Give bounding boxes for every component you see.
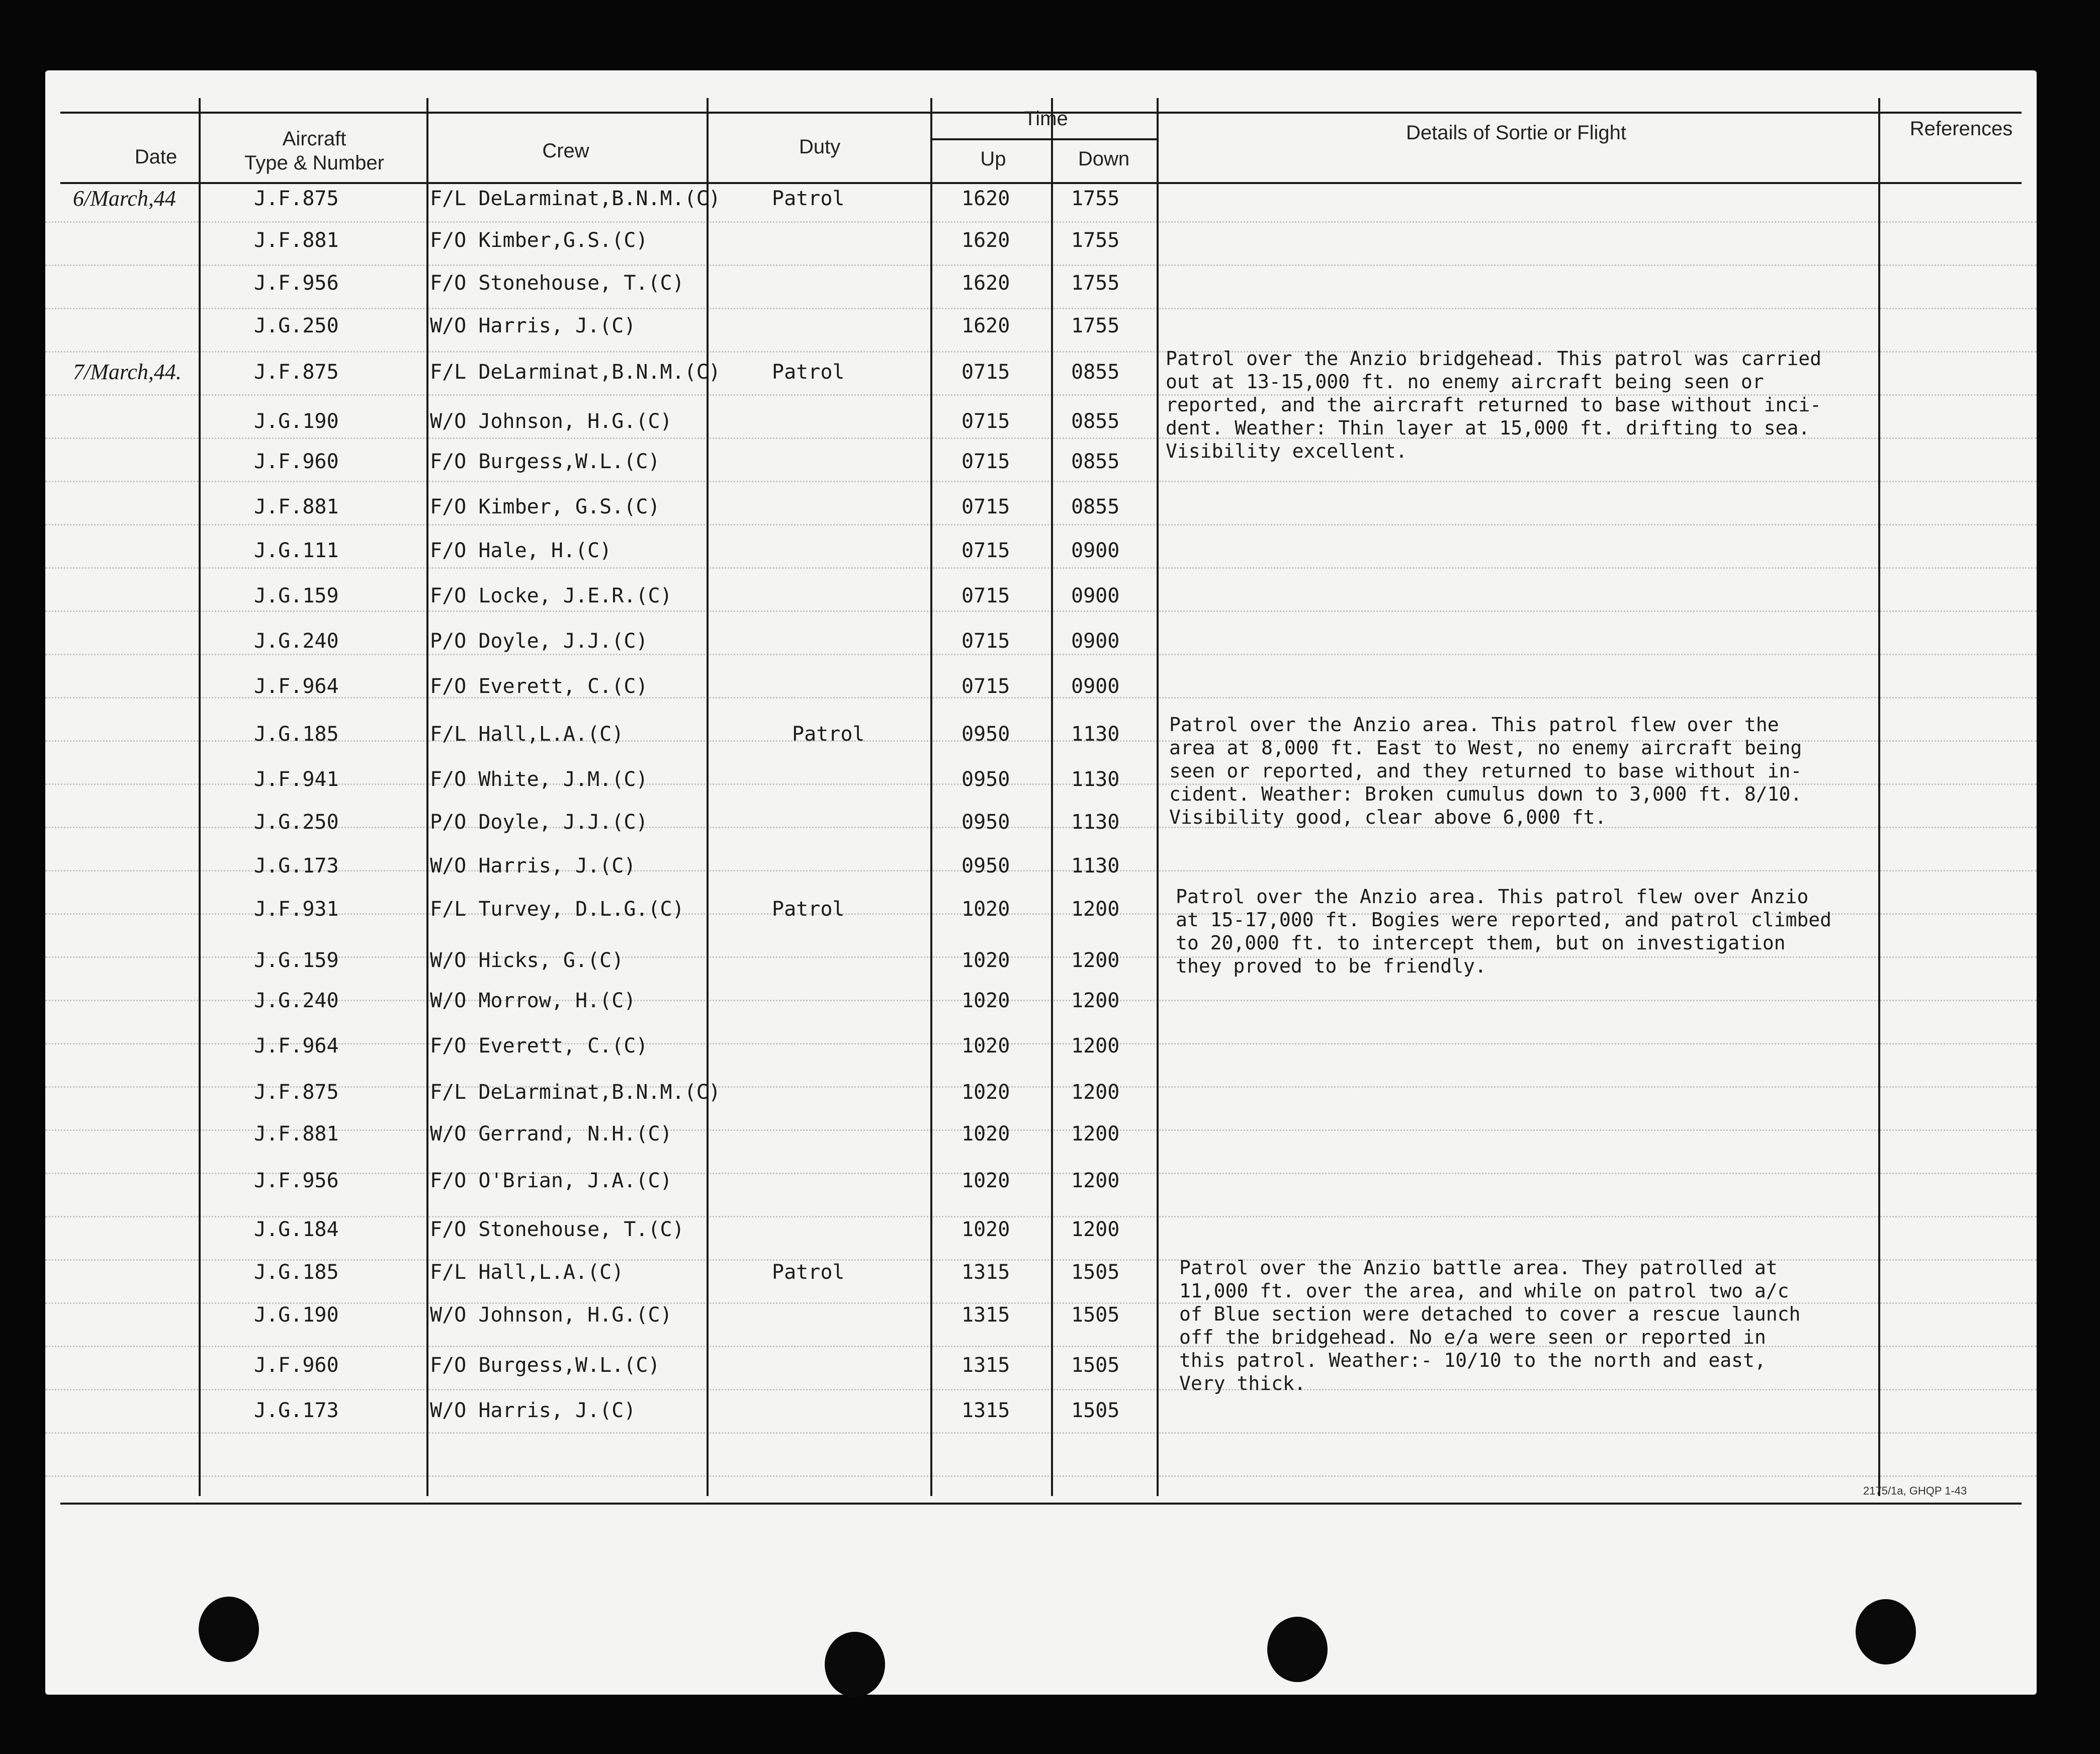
header-crew: Crew (542, 140, 589, 162)
aircraft-cell: J.G.250 (254, 314, 339, 337)
crew-cell: F/O Hale, H.(C) (430, 539, 612, 562)
ruled-line (45, 1216, 2037, 1217)
down-time-cell: 1200 (1071, 989, 1120, 1012)
details-entry-2: Patrol over the Anzio area. This patrol flew over the area at 8,000 ft. East to West, no enemy aircraft being seen or reported, and they returned to base without in- cident. Weather: Broken cumulus down to 3,000 ft. 8/10. Visibility good, clear above 6,000 ft. (1169, 714, 1802, 828)
crew-cell: F/O Locke, J.E.R.(C) (430, 584, 672, 607)
crew-cell: F/L Turvey, D.L.G.(C) (430, 898, 684, 921)
up-time-cell: 0715 (961, 495, 1010, 518)
crew-cell: W/O Gerrand, N.H.(C) (430, 1122, 672, 1146)
aircraft-cell: J.F.881 (254, 495, 339, 518)
crew-cell: F/L DeLarminat,B.N.M.(C) (430, 361, 721, 384)
header-details: Details of Sortie or Flight (1406, 122, 1626, 144)
crew-cell: F/L Hall,L.A.(C) (430, 723, 624, 746)
ruled-line (45, 265, 2037, 266)
up-time-cell: 1020 (961, 949, 1010, 972)
duty-col-rule (930, 98, 932, 1496)
up-time-cell: 0950 (961, 768, 1010, 791)
up-time-cell: 0950 (961, 811, 1010, 834)
up-time-cell: 0715 (961, 450, 1010, 473)
down-time-cell: 0855 (1071, 495, 1120, 518)
crew-col-rule (707, 98, 709, 1496)
crew-cell: F/O Burgess,W.L.(C) (430, 1354, 660, 1377)
ruled-line (45, 870, 2037, 871)
header-aircraft-line2: Type & Number (244, 152, 384, 174)
up-time-cell: 0950 (961, 723, 1010, 746)
crew-cell: F/O O'Brian, J.A.(C) (430, 1169, 672, 1192)
crew-cell: W/O Johnson, H.G.(C) (430, 1303, 672, 1327)
details-entry-3: Patrol over the Anzio area. This patrol flew over Anzio at 15-17,000 ft. Bogies were reported, and patrol climbed to 20,000 ft. to intercept them, but on investigation they proved to be friendly. (1176, 886, 1832, 977)
header-date: Date (134, 146, 178, 168)
up-time-cell: 0715 (961, 361, 1010, 384)
ruled-line (45, 221, 2037, 223)
aircraft-cell: J.F.956 (254, 272, 339, 295)
down-time-cell: 0855 (1071, 450, 1120, 473)
aircraft-cell: J.G.159 (254, 584, 339, 607)
aircraft-cell: J.F.881 (254, 1122, 339, 1146)
crew-cell: F/L Hall,L.A.(C) (430, 1261, 624, 1284)
up-time-cell: 0715 (961, 584, 1010, 607)
header-bottom-rule (60, 182, 2022, 184)
crew-cell: F/O Stonehouse, T.(C) (430, 272, 684, 295)
crew-cell: P/O Doyle, J.J.(C) (430, 811, 648, 834)
aircraft-cell: J.F.964 (254, 1034, 339, 1058)
ruled-line (45, 1173, 2037, 1174)
header-duty: Duty (799, 136, 841, 158)
ruled-line (45, 610, 2037, 612)
up-time-cell: 1315 (961, 1303, 1010, 1327)
up-time-cell: 1620 (961, 314, 1010, 337)
aircraft-cell: J.F.931 (254, 898, 339, 921)
punch-hole (1267, 1617, 1328, 1682)
up-time-cell: 1315 (961, 1354, 1010, 1377)
up-time-cell: 0715 (961, 539, 1010, 562)
down-time-cell: 1755 (1071, 314, 1120, 337)
down-time-cell: 1200 (1071, 949, 1120, 972)
down-time-cell: 0900 (1071, 675, 1120, 698)
up-time-cell: 0715 (961, 675, 1010, 698)
down-time-cell: 1200 (1071, 1034, 1120, 1058)
duty-cell: Patrol (772, 361, 845, 384)
duty-cell: Patrol (772, 898, 845, 921)
ruled-line (45, 1086, 2037, 1088)
down-time-cell: 0900 (1071, 539, 1120, 562)
aircraft-cell: J.F.956 (254, 1169, 339, 1192)
up-time-cell: 1020 (961, 989, 1010, 1012)
up-time-cell: 1020 (961, 1081, 1010, 1104)
crew-cell: F/O White, J.M.(C) (430, 768, 648, 791)
ruled-line (45, 1475, 2037, 1477)
header-aircraft (206, 127, 422, 175)
ruled-line (45, 697, 2037, 698)
crew-cell: F/O Burgess,W.L.(C) (430, 450, 660, 473)
down-time-cell: 1505 (1071, 1261, 1120, 1284)
ruled-line (45, 1129, 2037, 1131)
aircraft-cell: J.G.173 (254, 1399, 339, 1422)
duty-cell: Patrol (772, 187, 845, 210)
punch-hole (825, 1632, 885, 1697)
header-references: References (1909, 118, 2013, 140)
ruled-line (45, 308, 2037, 309)
header-up: Up (980, 148, 1006, 170)
aircraft-cell: J.F.875 (254, 187, 339, 210)
crew-cell: W/O Harris, J.(C) (430, 314, 636, 337)
ruled-line (45, 524, 2037, 525)
up-time-cell: 1020 (961, 1122, 1010, 1146)
aircraft-cell: J.G.111 (254, 539, 339, 562)
up-time-cell: 1315 (961, 1261, 1010, 1284)
aircraft-cell: J.F.875 (254, 1081, 339, 1104)
crew-cell: W/O Harris, J.(C) (430, 854, 636, 878)
details-col-rule (1878, 98, 1880, 1496)
crew-cell: F/L DeLarminat,B.N.M.(C) (430, 187, 721, 210)
down-time-cell: 1200 (1071, 1169, 1120, 1192)
down-time-cell: 1755 (1071, 187, 1120, 210)
ruled-line (45, 1000, 2037, 1001)
up-time-cell: 1020 (961, 898, 1010, 921)
ruled-line (45, 1432, 2037, 1434)
down-time-cell: 1130 (1071, 854, 1120, 878)
aircraft-cell: J.F.960 (254, 1354, 339, 1377)
aircraft-cell: J.G.190 (254, 410, 339, 433)
ruled-line (45, 654, 2037, 655)
down-time-cell: 0855 (1071, 410, 1120, 433)
duty-cell: Patrol (772, 1261, 845, 1284)
aircraft-cell: J.F.881 (254, 229, 339, 252)
up-time-cell: 1620 (961, 187, 1010, 210)
down-time-cell: 0900 (1071, 584, 1120, 607)
down-time-cell: 1755 (1071, 229, 1120, 252)
ruled-line (45, 1043, 2037, 1044)
crew-cell: F/L DeLarminat,B.N.M.(C) (430, 1081, 721, 1104)
crew-cell: F/O Kimber,G.S.(C) (430, 229, 648, 252)
header-down: Down (1078, 148, 1130, 170)
aircraft-cell: J.G.185 (254, 1261, 339, 1284)
down-time-cell: 1505 (1071, 1399, 1120, 1422)
aircraft-cell: J.G.173 (254, 854, 339, 878)
down-time-cell: 1200 (1071, 1122, 1120, 1146)
crew-cell: P/O Doyle, J.J.(C) (430, 630, 648, 653)
aircraft-cell: J.G.240 (254, 989, 339, 1012)
form-code: 2175/1a, GHQP 1-43 (1863, 1484, 1967, 1497)
aircraft-cell: J.G.240 (254, 630, 339, 653)
aircraft-cell: J.G.185 (254, 723, 339, 746)
aircraft-cell: J.G.250 (254, 811, 339, 834)
log-sheet (45, 70, 2037, 1695)
aircraft-cell: J.F.960 (254, 450, 339, 473)
down-time-cell: 0855 (1071, 361, 1120, 384)
down-time-cell: 1130 (1071, 811, 1120, 834)
details-entry-1: Patrol over the Anzio bridgehead. This patrol was carried out at 13-15,000 ft. no enemy aircraft being seen or reported, and the aircraft returned to base without inci- dent. Weather: Thin layer at 15,000 ft. drifting to sea. Visibility excellent. (1166, 347, 1822, 462)
down-col-rule (1157, 98, 1159, 1496)
crew-cell: F/O Stonehouse, T.(C) (430, 1218, 684, 1241)
up-time-cell: 1620 (961, 229, 1010, 252)
date-cell: 7/March,44. (73, 360, 182, 384)
crew-cell: F/O Everett, C.(C) (430, 675, 648, 698)
up-time-cell: 1315 (961, 1399, 1010, 1422)
crew-cell: W/O Hicks, G.(C) (430, 949, 624, 972)
up-col-rule (1051, 98, 1053, 1496)
crew-cell: W/O Morrow, H.(C) (430, 989, 636, 1012)
down-time-cell: 0900 (1071, 630, 1120, 653)
date-col-rule (199, 98, 201, 1496)
crew-cell: W/O Harris, J.(C) (430, 1399, 636, 1422)
up-time-cell: 0715 (961, 410, 1010, 433)
punch-hole (1856, 1599, 1916, 1664)
ruled-line (45, 481, 2037, 482)
crew-cell: F/O Everett, C.(C) (430, 1034, 648, 1058)
header-time: Time (1024, 108, 1068, 130)
up-time-cell: 1020 (961, 1218, 1010, 1241)
crew-cell: W/O Johnson, H.G.(C) (430, 410, 672, 433)
down-time-cell: 1505 (1071, 1354, 1120, 1377)
up-time-cell: 0715 (961, 630, 1010, 653)
punch-hole (199, 1597, 259, 1662)
aircraft-cell: J.G.190 (254, 1303, 339, 1327)
aircraft-cell: J.G.184 (254, 1218, 339, 1241)
details-entry-4: Patrol over the Anzio battle area. They patrolled at 11,000 ft. over the area, and while on patrol two a/c of Blue section were detached to cover a rescue launch off the bridgehead. No e/a were seen or reported in this patrol. Weather:- 10/10 to the north and east, Very thick. (1179, 1257, 1801, 1394)
date-cell: 6/March,44 (73, 186, 176, 211)
down-time-cell: 1200 (1071, 1081, 1120, 1104)
ruled-line (45, 567, 2037, 569)
down-time-cell: 1200 (1071, 898, 1120, 921)
header-aircraft-line1: Aircraft (282, 128, 346, 150)
down-time-cell: 1130 (1071, 768, 1120, 791)
down-time-cell: 1130 (1071, 723, 1120, 746)
down-time-cell: 1505 (1071, 1303, 1120, 1327)
up-time-cell: 1020 (961, 1034, 1010, 1058)
duty-cell: Patrol (792, 723, 865, 746)
aircraft-cell: J.G.159 (254, 949, 339, 972)
table-bottom-rule (60, 1503, 2022, 1505)
aircraft-cell: J.F.941 (254, 768, 339, 791)
up-time-cell: 1620 (961, 272, 1010, 295)
aircraft-cell: J.F.875 (254, 361, 339, 384)
down-time-cell: 1755 (1071, 272, 1120, 295)
up-time-cell: 0950 (961, 854, 1010, 878)
aircraft-col-rule (426, 98, 428, 1496)
crew-cell: F/O Kimber, G.S.(C) (430, 495, 660, 518)
aircraft-cell: J.F.964 (254, 675, 339, 698)
down-time-cell: 1200 (1071, 1218, 1120, 1241)
up-time-cell: 1020 (961, 1169, 1010, 1192)
time-subheader-rule (930, 138, 1157, 140)
